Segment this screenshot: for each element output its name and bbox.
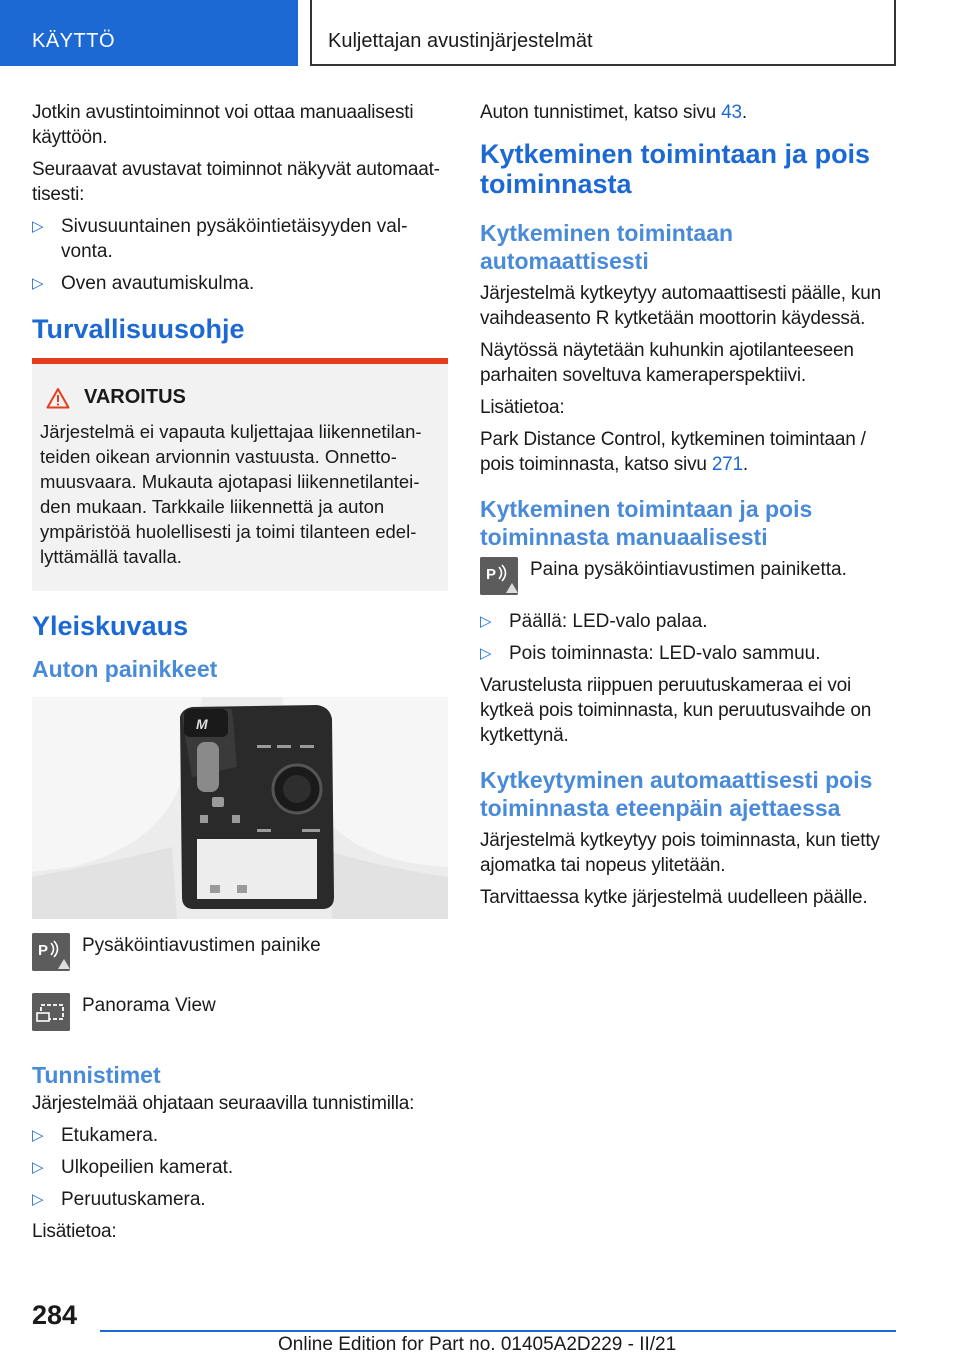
sensors-intro: Järjestelmää ohjataan seuraavilla tunnistimilla: xyxy=(32,1093,415,1114)
manual-heading: Kytkeminen toimintaan ja pois toiminnasta manuaalisesti xyxy=(480,496,813,550)
safety-heading: Turvallisuusohje xyxy=(32,314,245,344)
led-state-list xyxy=(480,609,900,666)
manual-note: Varustelusta riippuen peruutuskameraa ei voi kytkeä pois toiminnasta, kun peruutusvaihde on kytkettynä. xyxy=(480,675,872,746)
auto-on-heading: Kytkeminen toimintaan automaattisesti xyxy=(480,220,734,274)
auto-functions-list xyxy=(32,214,448,296)
warning-box xyxy=(32,364,448,591)
sensors-heading: Tunnistimet xyxy=(32,1062,161,1088)
sensors-reference: Auton tunnistimet, katso sivu 43. xyxy=(480,102,747,123)
on-off-heading: Kytkeminen toimintaan ja pois toiminnasta xyxy=(480,139,871,199)
edition-text: Online Edition for Part no. 01405A2D229 - II/21 xyxy=(278,1334,677,1355)
triangle-bullet-icon: ▷ xyxy=(32,1159,44,1176)
manual-press-row xyxy=(480,557,900,595)
svg-text:P: P xyxy=(486,566,497,583)
list-item: ▷ Peruutuskamera. xyxy=(32,1189,206,1210)
triangle-bullet-icon: ▷ xyxy=(32,1127,44,1144)
triangle-bullet-icon: ▷ xyxy=(32,275,44,292)
m-logo: M xyxy=(196,716,208,732)
panorama-button-row xyxy=(32,993,448,1031)
auto-on-paragraph-2: Näytössä näytetään kuhunkin ajotilanteeseen parhaiten soveltuva kameraperspektiivi. xyxy=(480,340,854,386)
warning-title: VAROITUS xyxy=(84,386,186,408)
left-column xyxy=(32,100,448,1251)
triangle-bullet-icon: ▷ xyxy=(480,613,492,630)
parking-assist-icon xyxy=(480,557,518,595)
page-link[interactable]: 43 xyxy=(721,102,742,123)
page-number: 284 xyxy=(32,1300,78,1330)
intro-paragraph-2: Seuraavat avustavat toiminnot näkyvät automaattisesti: xyxy=(32,159,440,205)
triangle-bullet-icon: ▷ xyxy=(32,218,44,235)
manual-press-text: Paina pysäköintiavustimen painiketta. xyxy=(530,559,847,580)
pdc-reference: Park Distance Control, kytkeminen toimintaan / pois toiminnasta, katso sivu 271. xyxy=(480,429,866,475)
more-info-label: Lisätietoa: xyxy=(480,397,565,418)
list-item: ▷ Pois toiminnasta: LED-valo sammuu. xyxy=(480,643,821,664)
triangle-bullet-icon: ▷ xyxy=(480,645,492,662)
intro-paragraph-1: Jotkin avustintoiminnot voi ottaa manuaalisesti käyttöön. xyxy=(32,102,414,148)
auto-off-heading: Kytkeytyminen automaattisesti pois toiminnasta eteenpäin ajettaessa xyxy=(480,767,873,821)
warning-triangle-icon xyxy=(46,387,70,409)
warning-text: Järjestelmä ei vapauta kuljettajaa liikennetilanteiden oikean arvionnin vastuusta. Onnettomuusvaara. Mukauta ajotapasi liikennetilanteiden mukaan. Tarkkaile liikennettä ja auton ympäristöä huolellisesti ja toimi tilanteen edellyttämällä tavalla. xyxy=(40,421,422,567)
list-item: ▷ Päällä: LED-valo palaa. xyxy=(480,611,708,632)
center-console-photo xyxy=(32,697,448,919)
auto-off-paragraph-1: Järjestelmä kytkeytyy pois toiminnasta, kun tietty ajomatka tai nopeus ylitetään. xyxy=(480,830,880,876)
list-item: ▷ Ulkopeilien kamerat. xyxy=(32,1157,234,1178)
parking-assist-icon xyxy=(32,933,70,971)
list-item: ▷ Etukamera. xyxy=(32,1125,159,1146)
right-column xyxy=(480,100,900,917)
parking-button-label: Pysäköintiavustimen painike xyxy=(82,935,321,956)
header-section-tab: KÄYTTÖ xyxy=(0,0,298,66)
auto-on-paragraph-1: Järjestelmä kytkeytyy automaattisesti päälle, kun vaihdeasento R kytketään moottorin käydessä. xyxy=(480,283,881,329)
header-chapter-title: Kuljettajan avustinjärjestelmät xyxy=(310,0,896,66)
svg-text:P: P xyxy=(38,942,49,959)
footer-divider xyxy=(100,1330,896,1332)
buttons-heading: Auton painikkeet xyxy=(32,656,218,682)
page-link[interactable]: 271 xyxy=(711,454,743,475)
panorama-button-label: Panorama View xyxy=(82,995,216,1016)
auto-off-paragraph-2: Tarvittaessa kytke järjestelmä uudelleen päälle. xyxy=(480,887,868,908)
list-item: ▷ Oven avautumiskulma. xyxy=(32,273,255,294)
parking-button-row xyxy=(32,933,448,971)
more-info-label: Lisätietoa: xyxy=(32,1221,117,1242)
sensors-list xyxy=(32,1123,448,1212)
overview-heading: Yleiskuvaus xyxy=(32,611,189,641)
triangle-bullet-icon: ▷ xyxy=(32,1191,44,1208)
list-item: ▷ Sivusuuntainen pysäköintietäisyyden valvonta. xyxy=(32,216,408,262)
panorama-view-icon xyxy=(32,993,70,1031)
